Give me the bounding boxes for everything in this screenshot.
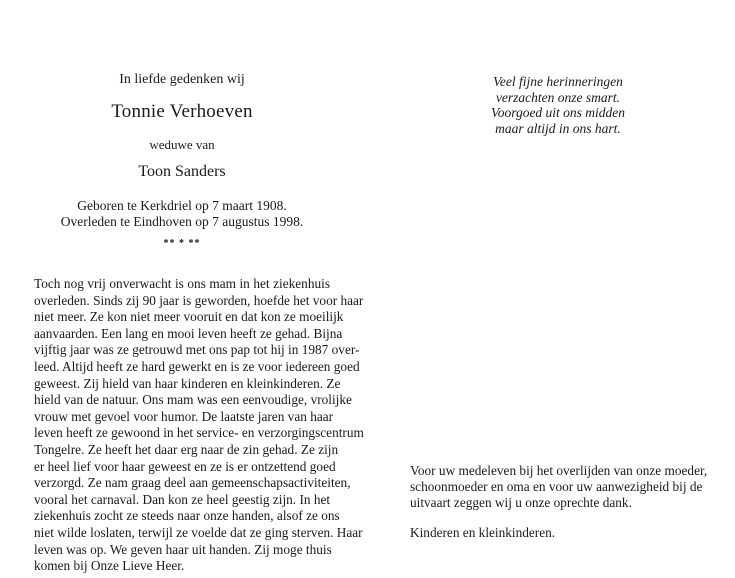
biography-line: geweest. Zij hield van haar kinderen en kleinkinderen. Ze [34, 375, 341, 391]
life-dates [34, 198, 330, 230]
thanks-line: Voor uw medeleven bij het overlijden van onze moeder, [410, 463, 708, 478]
biography-line: aanvaarden. Een lang en mooi leven heeft ze gehad. Bijna [34, 325, 343, 341]
intro-text: In liefde gedenken wij [119, 72, 245, 87]
poem-line: Voorgoed uit ons midden [490, 105, 626, 120]
biography-line: hield van de natuur. Ons mam was een eenvoudige, vrolijke [34, 392, 352, 408]
spouse-name: Toon Sanders [138, 163, 226, 180]
thanks-text [410, 463, 708, 512]
biography-text [34, 276, 364, 575]
biography-line: verzorgd. Ze nam graag deel aan gemeenschapsactiviteiten, [34, 475, 351, 491]
biography-line: vooral het carnaval. Dan kon ze heel geestig zijn. In het [34, 491, 331, 507]
biography-line: ziekenhuis zocht ze steeds naar onze handen, alsof ze ons [34, 508, 340, 524]
separator: ** * ** [163, 238, 201, 249]
biography-line: vrouw met gevoel voor humor. De laatste jaren van haar [34, 408, 334, 424]
biography-line: leven heeft ze gewoond in het service- en verzorgingscentrum [34, 425, 364, 441]
poem-line: maar altijd in ons hart. [495, 120, 621, 136]
poem-line: verzachten onze smart. [495, 89, 621, 105]
biography-line: leed. Altijd heeft ze hard gewerkt en is ze voor iedereen goed [34, 358, 360, 374]
biography-line: overleden. Sinds zij 90 jaar is geworden, hoefde het voor haar [34, 292, 364, 308]
thanks-line: uitvaart zeggen wij u onze oprechte dank. [410, 495, 632, 511]
biography-line: Toch nog vrij onverwacht is ons mam in het ziekenhuis [34, 276, 330, 291]
biography-line: er heel lief voor haar geweest en ze is er ontzettend goed [34, 458, 336, 474]
signoff-text: Kinderen en kleinkinderen. [410, 525, 556, 540]
poem-line: Veel fijne herinneringen [493, 74, 623, 89]
poem [468, 74, 648, 136]
biography-line: vijftig jaar was ze getrouwd met ons pap tot hij in 1987 over- [34, 342, 360, 358]
biography-line: Tongelre. Ze heeft het daar erg naar de zin gehad. Ze zijn [34, 441, 339, 457]
biography-line: niet meer. Ze kon niet meer vooruit en dat kon ze moeilijk [34, 309, 344, 325]
deceased-name: Tonnie Verhoeven [111, 101, 253, 122]
relation-text: weduwe van [149, 137, 215, 152]
biography-line: komen bij Onze Lieve Heer. [34, 558, 185, 574]
thanks-line: schoonmoeder en oma en voor uw aanwezigheid bij de [410, 479, 703, 495]
death-line: Overleden te Eindhoven op 7 augustus 1998. [60, 214, 304, 229]
birth-line: Geboren te Kerkdriel op 7 maart 1908. [77, 198, 287, 213]
biography-line: leven was op. We geven haar uit handen. Zij moge thuis [34, 541, 332, 557]
biography-line: niet wilde loslaten, terwijl ze voelde dat ze ging sterven. Haar [34, 524, 363, 540]
